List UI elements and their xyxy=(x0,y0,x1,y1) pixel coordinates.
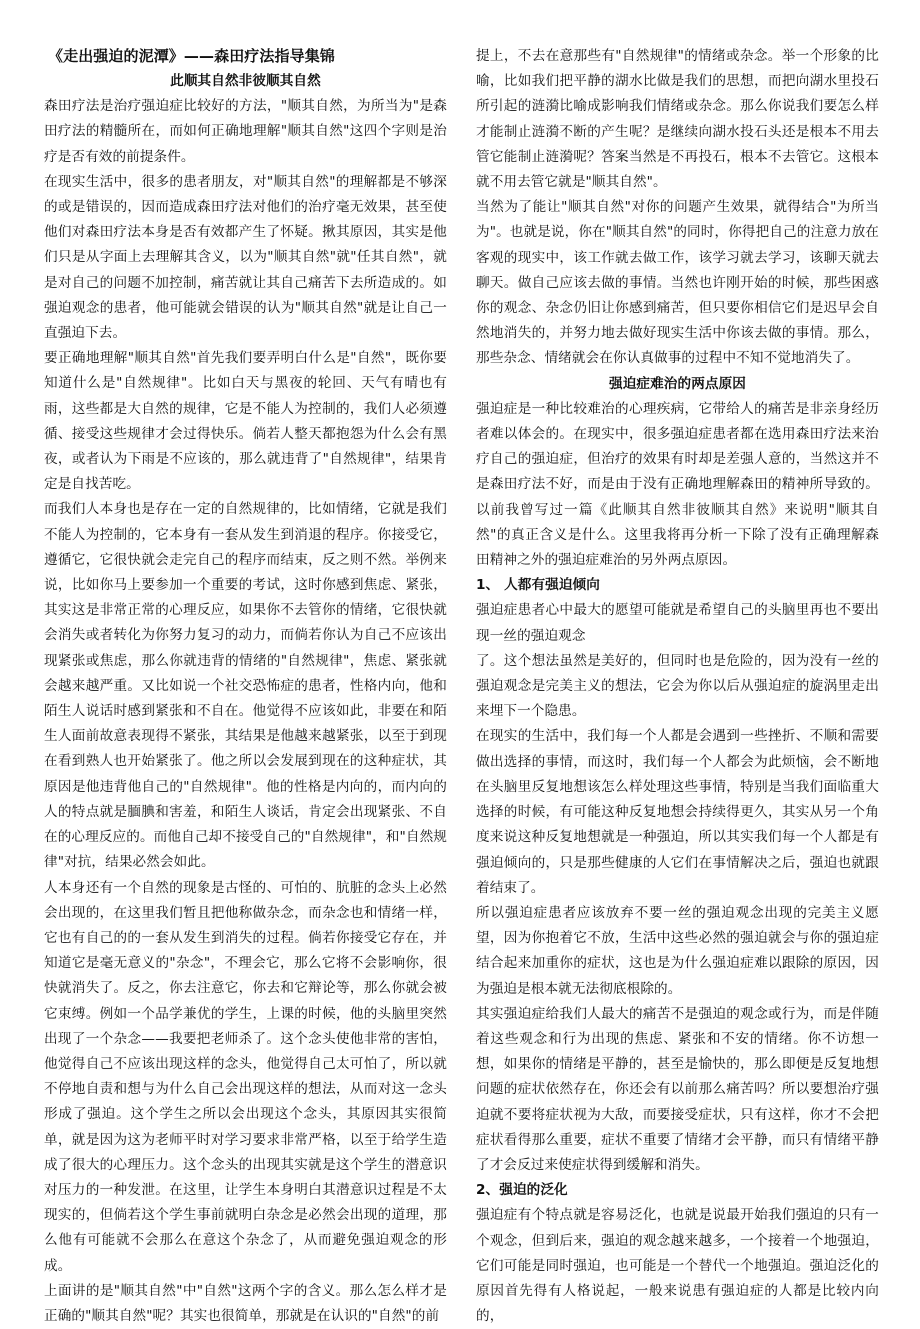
subheading-point-1: 1、 人都有强迫倾向 xyxy=(476,577,600,594)
paragraph: 上面讲的是"顺其自然"中"自然"这两个字的含义。那么怎么样才是正确的"顺其自然"呢？其实也很简单，那就是在认识的"自然"的前 xyxy=(44,1282,447,1324)
paragraph: 人本身还有一个自然的现象是古怪的、可怕的、肮脏的念头上必然会出现的，在这里我们暂且把他称做杂念，而杂念也和情绪一样，它也有自己的的一套从发生到消失的过程。倘若你接受它存在，并知道它是毫无意义的"杂念"，不理会它，那么它将不会影响你，很快就消失了。反之，你去注意它，你去和它辩论等，那么你就会被它束缚。例如一个品学兼优的学生，上课的时候，他的头脑里突然出现了一个杂念——我要把老师杀了。这个念头使他非常的害怕，他觉得自己不应该出现这样的念头，他觉得自己太可怕了，所以就不停地自责和想与为什么自己会出现这样的想法，从而对这一念头形成了强迫。这个学生之所以会出现这个念头，其原因其实很简单，就是因为这为老师平时对学习要求非常严格，以至于给学生造成了很大的心理压力。这个念头的出现其实就是这个学生的潜意识对压力的一种发泄。在这里，让学生本身明白其潜意识过程是不太现实的，但倘若这个学生事前就明白杂念是必然会出现的道理，那么他有可能就不会那么在意这个杂念了，从而避免强迫观念的形成。 xyxy=(44,879,447,1274)
paragraph: 当然为了能让"顺其自然"对你的问题产生效果，就得结合"为所当为"。也就是说，你在"顺其自然"的同时，你得把自己的注意力放在客观的现实中，该工作就去做工作，该学习就去学习，该聊天就去聊天。做自己应该去做的事情。当然也许刚开始的时候，那些困惑你的观念、杂念仍旧让你感到痛苦，但只要你相信它们是迟早会自然地消失的，并努力地去做好现实生活中你该去做的事情。那么，那些杂念、情绪就会在你认真做事的过程中不知不觉地消失了。 xyxy=(476,199,879,367)
section-heading-natural: 此顺其自然非彼顺其自然 xyxy=(170,73,321,89)
paragraph: 森田疗法是治疗强迫症比较好的方法，"顺其自然，为所当为"是森田疗法的精髓所在，而如何正确地理解"顺其自然"这四个字则是治疗是否有效的前提条件。 xyxy=(44,98,447,165)
paragraph: 强迫症是一种比较难治的心理疾病，它带给人的痛苦是非亲身经历者难以体会的。在现实中，很多强迫症患者都在选用森田疗法来治疗自己的强迫症，但治疗的效果有时却是差强人意的，当然这并不是森田疗法不好，而是由于没有正确地理解森田的精神所导致的。以前我曾写过一篇《此顺其自然非彼顺其自然》来说明"顺其自然"的真正含义是什么。这里我将再分析一下除了没有正确理解森田精神之外的强迫症难治的另外两点原因。 xyxy=(476,400,879,569)
document-title: 《走出强迫的泥潭》——森田疗法指导集锦 xyxy=(48,47,335,65)
paragraph: 强迫症患者心中最大的愿望可能就是希望自己的头脑里再也不要出现一丝的强迫观念 xyxy=(476,602,879,644)
paragraph: 在现实的生活中，我们每一个人都是会遇到一些挫折、不顺和需要做出选择的事情，而这时，我们每一个人都会为此烦恼，会不断地在头脑里反复地想该怎么样处理这些事情，特别是当我们面临重大选择的时候，有可能这种反复地想会持续得更久，其实从另一个角度来说这种反复地想就是一种强迫，所以其实我们每一个人都是有强迫倾向的，只是那些健康的人它们在事情解决之后，强迫也就跟着结束了。 xyxy=(476,728,879,896)
subheading-point-2: 2、强迫的泛化 xyxy=(476,1182,568,1199)
paragraph: 了。这个想法虽然是美好的，但同时也是危险的，因为没有一丝的强迫观念是完美主义的想法，它会为你以后从强迫症的旋涡里走出来埋下一个隐患。 xyxy=(476,652,879,720)
paragraph: 强迫症有个特点就是容易泛化，也就是说最开始我们强迫的只有一个观念，但到后来，强迫的观念越来越多，一个接着一个地强迫，它们可能是同时强迫，也可能是一个替代一个地强迫。强迫泛化的原因首先得有人格说起，一般来说患有强迫症的人都是比较内向的， xyxy=(476,1207,879,1325)
paragraph: 其实强迫症给我们人最大的痛苦不是强迫的观念或行为，而是伴随着这些观念和行为出现的焦虑、紧张和不安的情绪。你不访想一想，如果你的情绪是平静的，甚至是愉快的，那么即便是反复地想问题的症状依然存在，你还会有以前那么痛苦吗？所以要想治疗强迫就不要将症状视为大敌，而要接受症状，只有这样，你才不会把症状看得那么重要，症状不重要了情绪才会平静，而只有情绪平静了才会反过来使症状得到缓解和消失。 xyxy=(476,1005,879,1173)
paragraph: 要正确地理解"顺其自然"首先我们要弄明白什么是"自然"，既你要知道什么是"自然规律"。比如白天与黑夜的轮回、天气有晴也有雨，这些都是大自然的规律，它是不能人为控制的，我们人必须遵循、接受这些规律才会过得快乐。倘若人整天都抱怨为什么会有黑夜，或者认为下雨是不应该的，那么就违背了"自然规律"，结果肯定是自找苦吃。 xyxy=(44,350,447,493)
section-heading-two-reasons: 强迫症难治的两点原因 xyxy=(609,375,746,392)
right-column xyxy=(476,44,879,1329)
paragraph: 提上，不去在意那些有"自然规律"的情绪或杂念。举一个形象的比喻，比如我们把平静的湖水比做是我们的思想，而把向湖水里投石所引起的涟漪比喻成影响我们情绪或杂念。那么你说我们要怎么样才能制止涟漪不断的产生呢？是继续向湖水投石头还是根本不用去管它能制止涟漪呢？答案当然是不再投石，根本不去管它。这根本就不用去管它就是"顺其自然"。 xyxy=(476,48,879,191)
paragraph: 所以强迫症患者应该放弃不要一丝的强迫观念出现的完美主义愿望，因为你抱着它不放，生活中这些必然的强迫就会与你的强迫症结合起来加重你的症状，这也是为什么强迫症难以跟除的原因，因为强迫是根本就无法彻底根除的。 xyxy=(476,904,879,997)
left-column xyxy=(44,44,447,1329)
paragraph: 而我们人本身也是存在一定的自然规律的，比如情绪，它就是我们不能人为控制的，它本身有一套从发生到消退的程序。你接受它，遵循它，它很快就会走完自己的程序而结束，反之则不然。举例来说，比如你马上要参加一个重要的考试，这时你感到焦虑、紧张，其实这是非常正常的心理反应，如果你不去管你的情绪，它很快就会消失或者转化为你努力复习的动力，而倘若你认为自己不应该出现紧张或焦虑，那么你就违背的情绪的"自然规律"，焦虑、紧张就会越来越严重。又比如说一个社交恐怖症的患者，性格内向，他和陌生人说话时感到紧张和不自在。他觉得不应该如此，非要在和陌生人面前故意表现得不紧张，其结果是他越来越紧张，以至于到现在看到熟人也开始紧张了。他之所以会发展到现在的这种症状，其原因是他违背他自己的"自然规律"。他的性格是内向的，而内向的人的特点就是腼腆和害羞，和陌生人谈话，肯定会出现紧张、不自在的心理反应的。而他自己却不接受自己的"自然规律"，和"自然规律"对抗，结果必然会如此。 xyxy=(44,501,447,871)
paragraph: 在现实生活中，很多的患者朋友，对"顺其自然"的理解都是不够深的或是错误的，因而造成森田疗法对他们的治疗毫无效果，甚至使他们对森田疗法本身是否有效都产生了怀疑。揪其原因，其实是他们只是从字面上去理解其含义，以为"顺其自然"就"任其自然"，就是对自己的问题不加控制，痛苦就让其自己痛苦下去所造成的。如强迫观念的患者，他可能就会错误的认为"顺其自然"就是让自己一直强迫下去。 xyxy=(44,173,447,342)
